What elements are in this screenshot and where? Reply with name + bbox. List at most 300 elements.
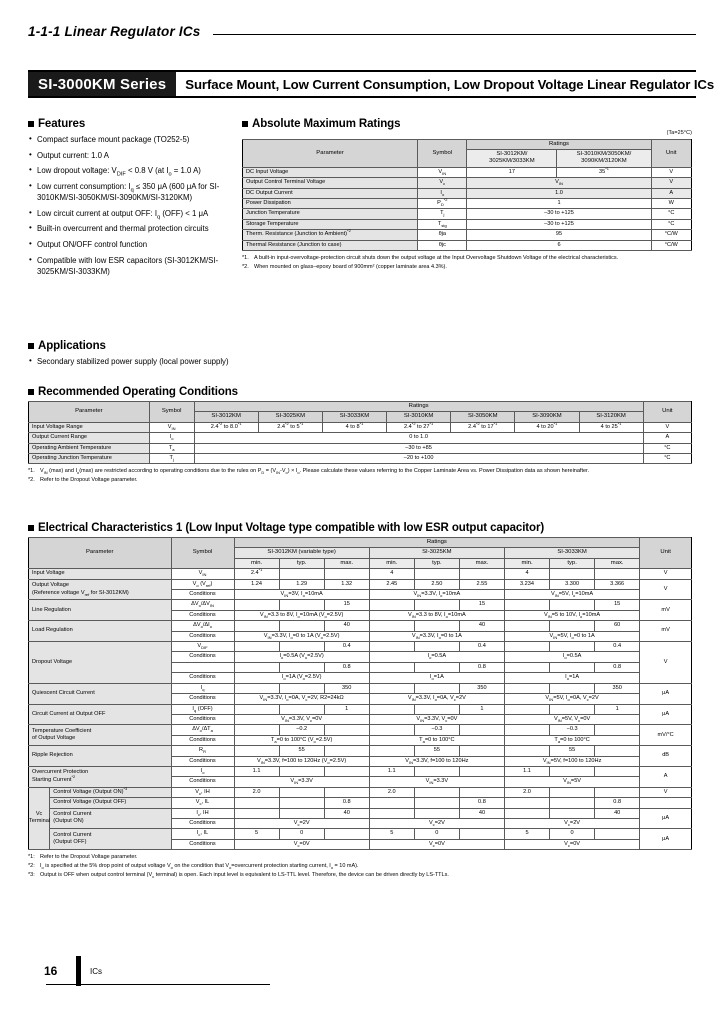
row-value [550, 621, 595, 631]
footer-label: ICs [90, 967, 102, 976]
row-value: 15 [459, 600, 504, 610]
row-value [414, 798, 459, 808]
row-unit: V [640, 579, 692, 600]
row-symbol: θja [418, 230, 467, 240]
row-value [504, 662, 549, 672]
footnote: *2. Refer to the Dropout Voltage parameter. [28, 477, 138, 484]
abs-max-heading-text: Absolute Maximum Ratings [252, 118, 401, 130]
row-symbol: $T_{stg}$ [418, 219, 467, 229]
row-value: 2.4$^{*1}$ [234, 569, 279, 579]
row-unit: μA [640, 704, 692, 725]
row-value: 0 to 1.0 [194, 433, 643, 443]
features-heading [28, 118, 232, 130]
row-parameter: Operating Ambient Temperature [29, 443, 150, 453]
row-value: 1.0 [467, 188, 651, 198]
footnote-marker: *2. [28, 477, 35, 484]
row-value [550, 642, 595, 652]
row-parameter: Quiescent Circuit Current [29, 683, 172, 704]
list-item: • Secondary stabilized power supply (local power supply) [28, 356, 358, 367]
running-head [28, 24, 696, 46]
row-condition: $V_{IN}=3.3V$, $I_o=10mA$ [369, 590, 504, 600]
row-condition: $T_a=0$ to 100°C [504, 735, 639, 745]
list-item: • Built-in overcurrent and thermal protection circuits [28, 223, 232, 234]
row-symbol: $I_q$ [171, 683, 234, 693]
row-value: 40 [324, 621, 369, 631]
row-symbol: $\Delta V_o/\Delta V_{IN}$ [171, 600, 234, 610]
row-value [234, 798, 279, 808]
row-value [459, 766, 504, 776]
row-value: 1 [459, 704, 504, 714]
col-symbol: Symbol [171, 538, 234, 569]
row-value: 350 [459, 683, 504, 693]
row-symbol: $P_D^{*2}$ [418, 199, 467, 209]
row-condition: $V_{IN}=3.3V$, $I_o=0A$, $V_c=2V$, R2=24kΩ [234, 694, 369, 704]
col-group: SI-3025KM [369, 548, 504, 558]
row-value: 40 [324, 808, 369, 818]
row-value [595, 829, 640, 839]
table-row [243, 167, 692, 177]
row-value: −0.2 [279, 725, 324, 735]
row-symbol: $T_j$ [418, 209, 467, 219]
row-value: 2.4$^{*2}$ to 27$^{*1}$ [387, 422, 451, 432]
row-value: 1 [324, 704, 369, 714]
col-subheader: typ. [279, 558, 324, 568]
absolute-maximum-ratings-section [242, 118, 692, 271]
row-parameter: Circuit Current at Output OFF [29, 704, 172, 725]
col-ratings: Ratings [234, 538, 640, 548]
row-value: 1.24 [234, 579, 279, 589]
row-value [324, 569, 369, 579]
col-group-1: SI-3012KM/ 3025KM/3033KM [467, 150, 557, 168]
row-symbol: $\Delta V_o/\Delta I_o$ [171, 621, 234, 631]
row-value: 1 [595, 704, 640, 714]
row-value: 350 [324, 683, 369, 693]
table-row [29, 683, 692, 693]
table-row [29, 725, 692, 735]
running-head-text: 1-1-1 Linear Regulator ICs [28, 24, 201, 39]
row-condition: $V_{IN}=3.3V$ [234, 777, 369, 787]
col-subheader: max. [324, 558, 369, 568]
row-symbol: Conditions [171, 777, 234, 787]
row-value: 2.4$^{*2}$ to 8.0$^{*1}$ [194, 422, 258, 432]
row-condition: $V_{IN}=5V$, $V_c=0V$ [504, 714, 639, 724]
table-header-row [29, 402, 692, 412]
row-value [459, 725, 504, 735]
row-value: 2.45 [369, 579, 414, 589]
row-condition: $V_{IN}=3.3V$ [369, 777, 504, 787]
applications-heading [28, 340, 358, 352]
row-symbol: $I_o$ [418, 188, 467, 198]
row-value: 1.1 [234, 766, 279, 776]
row-unit: °C [651, 209, 691, 219]
row-value [504, 798, 549, 808]
applications-list [28, 356, 358, 367]
table-header-row [243, 139, 692, 149]
row-value [550, 798, 595, 808]
row-value: 3.234 [504, 579, 549, 589]
col-subheader: typ. [414, 558, 459, 568]
row-value [550, 662, 595, 672]
row-value: 60 [595, 621, 640, 631]
row-parameter: Dropout Voltage [29, 642, 172, 684]
col-group: SI-3012KM (variable type) [234, 548, 369, 558]
row-value: 55 [550, 746, 595, 756]
row-value [414, 787, 459, 797]
footnote-marker: *2. [242, 263, 249, 270]
row-value [550, 704, 595, 714]
vc-terminal-label: Vc Terminal [29, 787, 50, 849]
table-row [29, 829, 692, 839]
row-value [279, 683, 324, 693]
row-value: 15 [324, 600, 369, 610]
list-item: • Compact surface mount package (TO252-5) [28, 134, 232, 145]
footnote: *1. $V_{IN}$ (max) and $I_o(\max)$ are restricted according to operating conditions due to the rules on $P_D = (V_{IN}-V_o) \times I_o$. Please calculate these values referring to the Copper Laminate Area vs. Power Dissipation data as shown hereinafter. [28, 468, 590, 476]
table-row [243, 240, 692, 250]
row-parameter: Control Voltage (Output OFF) [50, 798, 171, 808]
row-value [369, 662, 414, 672]
list-item: • Output current: 1.0 A [28, 150, 232, 161]
row-condition: $V_c=2V$ [504, 818, 639, 828]
table-row [243, 209, 692, 219]
row-value [550, 787, 595, 797]
row-condition: $I_o=0.5A$ [504, 652, 639, 662]
row-unit: A [651, 188, 691, 198]
row-unit: mV/°C [640, 725, 692, 746]
row-condition: $V_{IN}=3.3V$, $V_c=0V$ [234, 714, 369, 724]
row-parameter: Junction Temperature [243, 209, 418, 219]
bullet-square-icon [28, 525, 34, 531]
row-value: 0.8 [324, 662, 369, 672]
row-unit: V [640, 642, 692, 684]
table-row [29, 704, 692, 714]
row-value [550, 600, 595, 610]
row-value [550, 808, 595, 818]
row-symbol: $V_{DIF}$ [171, 642, 234, 652]
row-value [279, 704, 324, 714]
row-symbol: Conditions [171, 714, 234, 724]
row-value [279, 621, 324, 631]
row-value: 2.55 [459, 579, 504, 589]
row-value [234, 808, 279, 818]
footnote-marker: *3: [28, 871, 35, 878]
row-symbol: $T_a$ [149, 443, 194, 453]
row-value [234, 600, 279, 610]
row-unit: V [640, 787, 692, 797]
row-value [279, 600, 324, 610]
table-row [29, 443, 692, 453]
row-value [369, 621, 414, 631]
row-value: 5 [504, 829, 549, 839]
row-condition: $V_{IN}=3.3$ to 8V, $I_o=10mA$ [369, 610, 504, 620]
row-value: 15 [595, 600, 640, 610]
row-unit: μA [640, 683, 692, 704]
row-parameter: Output Control Terminal Voltage [243, 178, 418, 188]
row-symbol: Conditions [171, 756, 234, 766]
row-value [504, 808, 549, 818]
row-value: −0.3 [550, 725, 595, 735]
table-header-row [29, 538, 692, 548]
list-item: • Low dropout voltage: $V_{DIF} < 0.8$ V (at $I_o = 1.0$ A) [28, 165, 232, 176]
row-value: 1.1 [504, 766, 549, 776]
row-value: –30 to +85 [194, 443, 643, 453]
ec-footnotes [28, 853, 692, 879]
footer-rule [46, 984, 270, 985]
row-value [595, 787, 640, 797]
row-value: 2.0 [234, 787, 279, 797]
row-symbol: $T_j$ [149, 454, 194, 464]
row-symbol: $I_o$ [149, 433, 194, 443]
list-item: • Output ON/OFF control function [28, 239, 232, 250]
row-value [234, 683, 279, 693]
row-value [504, 600, 549, 610]
row-value: 2.4$^{*2}$ to 5$^{*1}$ [258, 422, 322, 432]
row-symbol: Conditions [171, 610, 234, 620]
row-value: 4 to 8$^{*1}$ [322, 422, 386, 432]
footnote: *2. When mounted on glass–epoxy board of 900mm² (copper laminate area 4.3%). [242, 263, 447, 270]
row-symbol: $R_R$ [171, 746, 234, 756]
roc-heading [28, 386, 692, 398]
row-value [414, 704, 459, 714]
row-unit: V [643, 422, 691, 432]
row-symbol: $I_o$ [171, 766, 234, 776]
row-parameter: Output Current Range [29, 433, 150, 443]
page-number: 16 [44, 964, 58, 978]
col-symbol: Symbol [149, 402, 194, 423]
col-group-2: SI-3010KM/3050KM/ 3090KM/3120KM [557, 150, 651, 168]
row-value: 2.0 [369, 787, 414, 797]
row-value [504, 746, 549, 756]
footnote-marker: *2: [28, 862, 35, 869]
row-parameter: Overcurrent Protection Starting Current$^{*2}$ [29, 766, 172, 787]
row-value [369, 808, 414, 818]
row-value [234, 642, 279, 652]
list-item: • Low circuit current at output OFF: $I_q$ (OFF) < 1 μA [28, 208, 232, 219]
electrical-characteristics-table [28, 537, 692, 850]
row-value [279, 787, 324, 797]
row-value [234, 662, 279, 672]
row-parameter: Load Regulation [29, 621, 172, 642]
table-row [29, 787, 692, 797]
row-condition: $V_c=0V$ [369, 839, 504, 849]
row-value [504, 683, 549, 693]
row-value-1: 17 [467, 167, 557, 177]
row-value [414, 621, 459, 631]
row-symbol: $\Delta V_o/\Delta T_a$ [171, 725, 234, 735]
row-value: –30 to +125 [467, 219, 651, 229]
row-parameter: Input Voltage [29, 569, 172, 579]
row-value: 1.32 [324, 579, 369, 589]
bullet-square-icon [28, 343, 34, 349]
row-value: 1.1 [369, 766, 414, 776]
row-condition: $V_c=2V$ [234, 818, 369, 828]
row-condition: $V_{IN}=5V$, $I_o=10mA$ [504, 590, 639, 600]
absolute-maximum-ratings-table [242, 139, 692, 251]
row-condition: $T_a=0$ to 100°C [369, 735, 504, 745]
col-subheader: max. [459, 558, 504, 568]
features-list [28, 134, 232, 277]
row-value [414, 662, 459, 672]
row-unit: °C/W [651, 240, 691, 250]
list-item: • Compatible with low ESR capacitors (SI-3012KM/SI-3025KM/SI-3033KM) [28, 255, 232, 278]
row-value [595, 725, 640, 735]
col-parameter: Parameter [29, 402, 150, 423]
footnote: *1. A built-in input-overvoltage-protection circuit shuts down the output voltage at the Input Overvoltage Shutdown Voltage of the electrical characteristics. [242, 255, 619, 262]
row-condition: $I_o=1A$ [504, 673, 639, 683]
row-value: –20 to +100 [194, 454, 643, 464]
row-value [459, 829, 504, 839]
bullet-square-icon [28, 389, 34, 395]
row-symbol [171, 662, 234, 672]
page-footer [24, 956, 274, 990]
row-value [234, 621, 279, 631]
row-condition: $V_{IN}=3.3$ to 8V, $I_o=10mA$ $(V_o=2.5V)$ [234, 610, 369, 620]
col-unit: Unit [651, 139, 691, 167]
col-subheader: min. [504, 558, 549, 568]
row-value: 0 [279, 829, 324, 839]
col-subheader: typ. [550, 558, 595, 568]
footnote: *2: $I_o$ is specified at the 5% drop point of output voltage $V_o$ on the condition that $V_o=overcurrent$ protection starting current, $I_o = 10$ mA). [28, 862, 359, 870]
row-value [595, 766, 640, 776]
row-condition: $V_c=0V$ [504, 839, 639, 849]
row-value [459, 787, 504, 797]
ec-heading-text: Electrical Characteristics 1 (Low Input Voltage type compatible with low ESR output capacitor) [38, 522, 545, 534]
col-subheader: min. [234, 558, 279, 568]
row-value [459, 746, 504, 756]
row-unit: A [643, 433, 691, 443]
row-symbol: Conditions [171, 673, 234, 683]
row-unit: A [640, 766, 692, 787]
row-value: 3.366 [595, 579, 640, 589]
table-row [29, 454, 692, 464]
row-symbol: $V_{IN}$ [418, 167, 467, 177]
row-condition: $V_{IN}=5V$, $I_o=0A$, $V_c=2V$ [504, 694, 639, 704]
row-value [369, 725, 414, 735]
roc-heading-text: Recommended Operating Conditions [38, 386, 238, 398]
abs-max-corner-note: (Ta=25°C) [666, 130, 692, 136]
row-value [369, 704, 414, 714]
row-parameter: Power Dissipation [243, 199, 418, 209]
col-part: SI-3120KM [579, 412, 643, 422]
row-value: 0 [550, 829, 595, 839]
row-condition: $V_{IN}=5V$, f=100 to 120Hz [504, 756, 639, 766]
row-parameter: Temperature Coefficient of Output Voltage [29, 725, 172, 746]
row-symbol: $V_{IN}$ [171, 569, 234, 579]
row-value: 2.0 [504, 787, 549, 797]
ec-heading [28, 522, 692, 534]
table-row [29, 621, 692, 631]
row-value [234, 746, 279, 756]
row-value: –30 to +125 [467, 209, 651, 219]
row-unit: °C [643, 443, 691, 453]
row-value [504, 725, 549, 735]
col-ratings: Ratings [467, 139, 651, 149]
row-value [414, 683, 459, 693]
row-value: −0.3 [414, 725, 459, 735]
row-value [279, 569, 324, 579]
row-value [369, 683, 414, 693]
row-value: 0.8 [595, 798, 640, 808]
row-value [504, 621, 549, 631]
row-value [414, 600, 459, 610]
row-symbol: $I_c$, IH [171, 808, 234, 818]
row-symbol: $I_q$ (OFF) [171, 704, 234, 714]
row-condition: $I_o=1A$ [369, 673, 504, 683]
row-value: 40 [595, 808, 640, 818]
row-parameter: Line Regulation [29, 600, 172, 621]
row-value [414, 766, 459, 776]
table-row [29, 766, 692, 776]
row-unit: μA [640, 829, 692, 850]
row-condition: $V_{IN}=3V$, $I_o=10mA$ [234, 590, 369, 600]
table-row [243, 219, 692, 229]
col-part: SI-3010KM [387, 412, 451, 422]
row-condition: $V_c=0V$ [234, 839, 369, 849]
row-parameter: Control Voltage (Output ON)$^{*3}$ [50, 787, 171, 797]
footnote: *3: Output is OFF when output control terminal ($V_c$ terminal) is open. Each input level is equivalent to LS-TTL level. Therefore, the device can be driven directly by LS-TTLs. [28, 871, 449, 879]
row-unit: mV [640, 621, 692, 642]
electrical-characteristics-section [28, 522, 692, 879]
table-row [29, 798, 692, 808]
row-value: 2.50 [414, 579, 459, 589]
table-row [243, 199, 692, 209]
abs-max-footnotes [242, 254, 692, 271]
col-group: SI-3033KM [504, 548, 639, 558]
row-value: 55 [279, 746, 324, 756]
row-value [324, 787, 369, 797]
table-row [29, 433, 692, 443]
row-value [414, 808, 459, 818]
table-row [29, 746, 692, 756]
row-value: 1.29 [279, 579, 324, 589]
row-value [279, 798, 324, 808]
row-unit: °C [643, 454, 691, 464]
row-value: 4 to 25$^{*1}$ [579, 422, 643, 432]
row-symbol: Conditions [171, 818, 234, 828]
row-condition: $I_o=0.5A$ [369, 652, 504, 662]
footnote-marker: *1. [242, 255, 249, 262]
row-symbol: $V_{IN}$ [149, 422, 194, 432]
col-part: SI-3012KM [194, 412, 258, 422]
row-value-2: 35$^{*1}$ [557, 167, 651, 177]
row-value [324, 725, 369, 735]
row-value [414, 569, 459, 579]
row-parameter: Control Current (Output OFF) [50, 829, 171, 850]
row-value: 4 [504, 569, 549, 579]
row-parameter: Control Current (Output ON) [50, 808, 171, 829]
row-value: 3.300 [550, 579, 595, 589]
row-value: 55 [414, 746, 459, 756]
series-name: SI-3000KM Series [28, 72, 176, 96]
applications-section [28, 340, 358, 372]
row-value [595, 569, 640, 579]
col-part: SI-3025KM [258, 412, 322, 422]
row-value: 5 [234, 829, 279, 839]
row-value: 0.8 [459, 798, 504, 808]
row-condition: $V_{IN}=5V$, $I_o=0$ to 1A [504, 631, 639, 641]
row-value: 0.8 [324, 798, 369, 808]
row-parameter: Ripple Rejection [29, 746, 172, 767]
row-condition: $V_{IN}=3.3V$, $V_c=0V$ [369, 714, 504, 724]
row-value: 0.4 [459, 642, 504, 652]
row-symbol: Conditions [171, 590, 234, 600]
recommended-operating-conditions-table [28, 401, 692, 464]
table-row [243, 178, 692, 188]
row-parameter: DC Input Voltage [243, 167, 418, 177]
footnote-marker: *1. [28, 468, 35, 475]
row-unit: mV [640, 600, 692, 621]
row-value: 4 [369, 569, 414, 579]
row-unit: W [651, 199, 691, 209]
